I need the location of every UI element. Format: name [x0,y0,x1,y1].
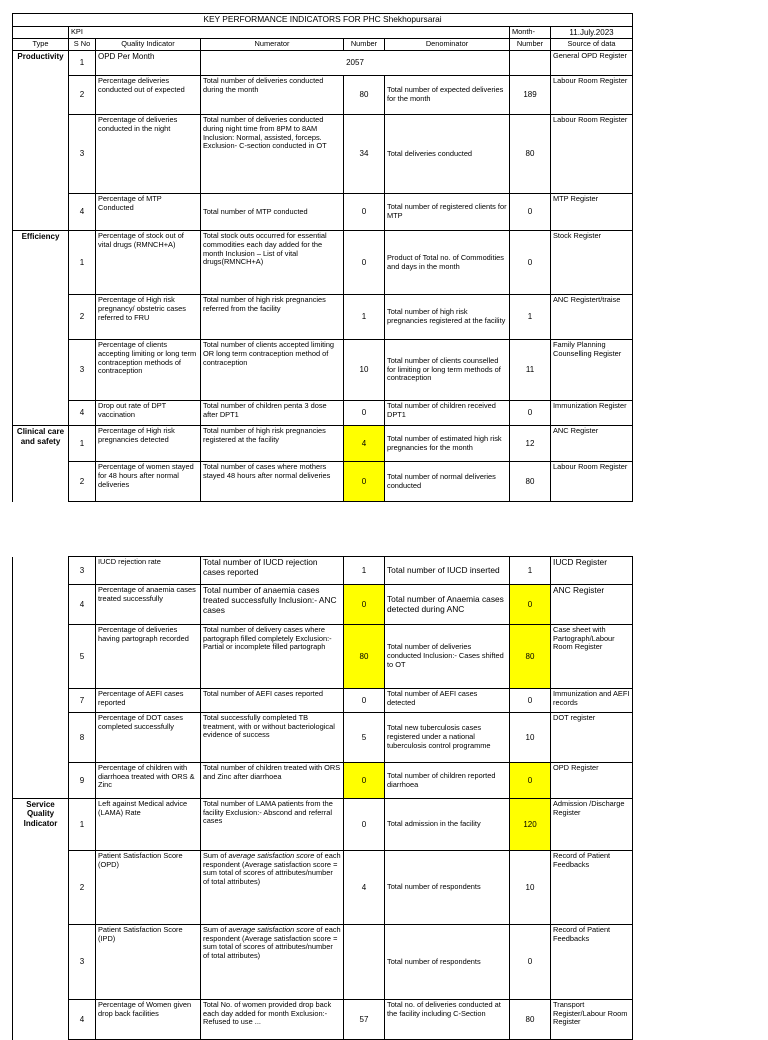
row-sno: 3 [69,925,96,1000]
row-denominator: Total number of clients counselled for limiting or long term methods of contraception [385,340,510,401]
row-den-number: 12 [510,426,551,462]
row-number: 80 [344,76,385,115]
row-numerator: Total number of MTP conducted [201,194,344,231]
row-numerator: Total stock outs occurred for essential commodities each day added for the month Inclusion – List of vital drugs(RMNCH+A) [201,231,344,295]
row-den-number: 80 [510,625,551,689]
table-row [13,625,633,689]
row-numerator: Total number of AEFI cases reported [201,689,344,713]
row-den-number: 0 [510,231,551,295]
row-indicator: Percentage deliveries conducted out of expected [96,76,201,115]
row-den-number: 80 [510,1000,551,1040]
table-row [13,763,633,799]
row-numerator: Total number of cases where mothers stayed 48 hours after normal deliveries [201,462,344,502]
row-den-number: 11 [510,340,551,401]
row-denominator: Total number of AEFI cases detected [385,689,510,713]
row-numerator: Total number of children penta 3 dose after DPT1 [201,401,344,426]
row-source: Labour Room Register [551,462,633,502]
row-numerator [201,925,344,1000]
row-indicator: Percentage of High risk pregnancy/ obstetric cases referred to FRU [96,295,201,340]
row-source: Stock Register [551,231,633,295]
row-den-number: 189 [510,76,551,115]
row-denominator: Total number of children received DPT1 [385,401,510,426]
row-denominator: Total number of deliveries conducted Inclusion:- Cases shifted to OT [385,625,510,689]
table-row [13,51,633,76]
row-numerator: Total number of IUCD rejection cases reported [201,557,344,585]
row-den-number: 1 [510,295,551,340]
section-efficiency: Efficiency [13,231,69,426]
row-indicator: Percentage of stock out of vital drugs (RMNCH+A) [96,231,201,295]
row-number: 0 [344,231,385,295]
row-number: 34 [344,115,385,194]
row-source: Labour Room Register [551,115,633,194]
row-numerator: Total number of high risk pregnancies registered at the facility [201,426,344,462]
table-row [13,689,633,713]
row-indicator: Patient Satisfaction Score (OPD) [96,851,201,925]
col-header-source: Source of data [551,39,633,51]
row-numerator: Total No. of women provided drop back each day added for month Exclusion:- Refused to use ... [201,1000,344,1040]
row-source: OPD Register [551,763,633,799]
col-header-denominator: Denominator [385,39,510,51]
row-den-number: 0 [510,763,551,799]
row-indicator: OPD Per Month [96,51,201,76]
row-number: 0 [344,799,385,851]
row-number: 5 [344,713,385,763]
table-row [13,231,633,295]
row-source: Transport Register/Labour Room Register [551,1000,633,1040]
section-service-quality: Service Quality Indicator [13,799,69,1040]
row-sno: 3 [69,340,96,401]
row-sno: 3 [69,115,96,194]
row-sno: 2 [69,462,96,502]
row-indicator: Patient Satisfaction Score (IPD) [96,925,201,1000]
row-denominator: Total number of respondents [385,925,510,1000]
row-denominator: Product of Total no. of Commodities and days in the month [385,231,510,295]
col-header-indicator: Quality Indicator [96,39,201,51]
row-denominator: Total number of respondents [385,851,510,925]
row-sno: 5 [69,625,96,689]
row-denominator: Total number of expected deliveries for the month [385,76,510,115]
row-number: 2057 [201,51,510,76]
row-sno: 2 [69,851,96,925]
row-indicator: Percentage of High risk pregnancies detected [96,426,201,462]
table-row [13,194,633,231]
table-row [13,426,633,462]
numerator-part: Sum of [203,925,229,934]
section-clinical: Clinical care and safety [13,426,69,502]
row-den-number: 0 [510,194,551,231]
table-row [13,925,633,1000]
table-row [13,401,633,426]
row-indicator: Drop out rate of DPT vaccination [96,401,201,426]
row-numerator: Total number of high risk pregnancies referred from the facility [201,295,344,340]
row-number: 57 [344,1000,385,1040]
row-source: Case sheet with Partograph/Labour Room Register [551,625,633,689]
row-denominator: Total new tuberculosis cases registered under a national tuberculosis control programme [385,713,510,763]
row-den-number: 0 [510,925,551,1000]
table-row [13,557,633,585]
row-den-number: 1 [510,557,551,585]
row-numerator: Total number of delivery cases where partograph filled completely Exclusion:- Partial or incomplete filled partograph [201,625,344,689]
row-number: 0 [344,689,385,713]
report-date: 11.July.2023 [551,26,633,38]
kpi-label: KPI [69,26,510,38]
row-indicator: Percentage of children with diarrhoea treated with ORS & Zinc [96,763,201,799]
row-sno: 4 [69,401,96,426]
row-number: 4 [344,851,385,925]
row-sno: 1 [69,51,96,76]
row-source: ANC Register [551,585,633,625]
row-sno: 1 [69,426,96,462]
table-row [13,115,633,194]
kpi-table-page-2 [12,556,633,1040]
row-source: ANC Register [551,426,633,462]
row-number: 80 [344,625,385,689]
row-sno: 7 [69,689,96,713]
row-den-number: 10 [510,851,551,925]
section-clinical-continued [13,557,69,799]
row-den-number: 0 [510,585,551,625]
row-sno: 4 [69,1000,96,1040]
table-row [13,713,633,763]
row-numerator: Total successfully completed TB treatment, with or without bacteriological evidence of success [201,713,344,763]
numerator-part: of each respondent (Average satisfaction score = sum total of scores of attributes/number of total attributes) [203,925,341,961]
row-source: Admission /Discharge Register [551,799,633,851]
row-source: Labour Room Register [551,76,633,115]
row-source: DOT register [551,713,633,763]
table-row [13,462,633,502]
col-header-number: Number [344,39,385,51]
row-numerator: Total number of clients accepted limiting OR long term contraception method of contraception [201,340,344,401]
row-indicator: Percentage of women stayed for 48 hours after normal deliveries [96,462,201,502]
row-indicator: Percentage of deliveries conducted in the night [96,115,201,194]
numerator-italic-part: average satisfaction score [228,851,315,860]
numerator-italic-part: average satisfaction score [228,925,315,934]
row-denominator: Total deliveries conducted [385,115,510,194]
row-number: 0 [344,194,385,231]
table-row [13,295,633,340]
row-numerator: Total number of deliveries conducted during the month [201,76,344,115]
month-label: Month- [510,26,551,38]
section-productivity: Productivity [13,51,69,231]
row-numerator: Total number of LAMA patients from the facility Exclusion:- Abscond and referral cases [201,799,344,851]
col-header-sno: S No [69,39,96,51]
row-source: Record of Patient Feedbacks [551,925,633,1000]
row-den-number: 80 [510,115,551,194]
row-indicator: Percentage of MTP Conducted [96,194,201,231]
kpi-table-page-1 [12,13,633,502]
header-blank [13,26,69,38]
numerator-part: Sum of [203,851,229,860]
row-sno: 4 [69,585,96,625]
row-sno: 2 [69,76,96,115]
row-numerator [201,851,344,925]
row-denominator: Total no. of deliveries conducted at the facility including C-Section [385,1000,510,1040]
row-den-blank [510,51,551,76]
row-numerator: Total number of anaemia cases treated successfully Inclusion:- ANC cases [201,585,344,625]
row-indicator: Percentage of Women given drop back facilities [96,1000,201,1040]
row-denominator: Total number of high risk pregnancies registered at the facility [385,295,510,340]
row-denominator: Total admission in the facility [385,799,510,851]
row-sno: 3 [69,557,96,585]
row-sno: 2 [69,295,96,340]
row-sno: 1 [69,799,96,851]
row-source: Immunization Register [551,401,633,426]
table-row [13,76,633,115]
row-number: 10 [344,340,385,401]
row-indicator: Percentage of anaemia cases treated successfully [96,585,201,625]
row-numerator: Total number of children treated with ORS and Zinc after diarrhoea [201,763,344,799]
table-row [13,585,633,625]
row-denominator: Total number of Anaemia cases detected during ANC [385,585,510,625]
row-denominator: Total number of normal deliveries conducted [385,462,510,502]
row-denominator: Total number of estimated high risk pregnancies for the month [385,426,510,462]
row-source: ANC Registert/traise [551,295,633,340]
row-sno: 4 [69,194,96,231]
numerator-part: of each respondent (Average satisfaction score = sum total of scores of attributes/number of total attributes) [203,851,341,887]
row-den-number: 10 [510,713,551,763]
col-header-type: Type [13,39,69,51]
row-number [344,925,385,1000]
row-number: 0 [344,462,385,502]
row-indicator: Percentage of AEFI cases reported [96,689,201,713]
row-denominator: Total number of children reported diarrhoea [385,763,510,799]
row-indicator: Percentage of clients accepting limiting or long term contraception methods of contraception [96,340,201,401]
row-indicator: Percentage of DOT cases completed successfully [96,713,201,763]
table-row [13,1000,633,1040]
row-indicator: IUCD rejection rate [96,557,201,585]
table-row [13,851,633,925]
row-den-number: 0 [510,689,551,713]
row-number: 0 [344,585,385,625]
row-number: 0 [344,401,385,426]
row-source: Immunization and AEFI records [551,689,633,713]
row-den-number: 0 [510,401,551,426]
row-indicator: Percentage of deliveries having partograph recorded [96,625,201,689]
row-source: Family Planning Counselling Register [551,340,633,401]
row-source: Record of Patient Feedbacks [551,851,633,925]
row-denominator: Total number of registered clients for MTP [385,194,510,231]
row-den-number: 80 [510,462,551,502]
row-sno: 9 [69,763,96,799]
page-title: KEY PERFORMANCE INDICATORS FOR PHC Shekhopursarai [13,14,633,27]
row-number: 1 [344,557,385,585]
row-source: IUCD Register [551,557,633,585]
row-number: 4 [344,426,385,462]
table-row [13,799,633,851]
col-header-numerator: Numerator [201,39,344,51]
row-number: 0 [344,763,385,799]
row-number: 1 [344,295,385,340]
row-source: MTP Register [551,194,633,231]
row-denominator: Total number of IUCD inserted [385,557,510,585]
row-indicator: Left against Medical advice (LAMA) Rate [96,799,201,851]
row-source: General OPD Register [551,51,633,76]
row-sno: 8 [69,713,96,763]
row-numerator: Total number of deliveries conducted during night time from 8PM to 8AM Inclusion: Normal, assisted, forceps. Exclusion- C-section conducted in OT [201,115,344,194]
table-row [13,340,633,401]
row-sno: 1 [69,231,96,295]
col-header-number-2: Number [510,39,551,51]
row-den-number: 120 [510,799,551,851]
